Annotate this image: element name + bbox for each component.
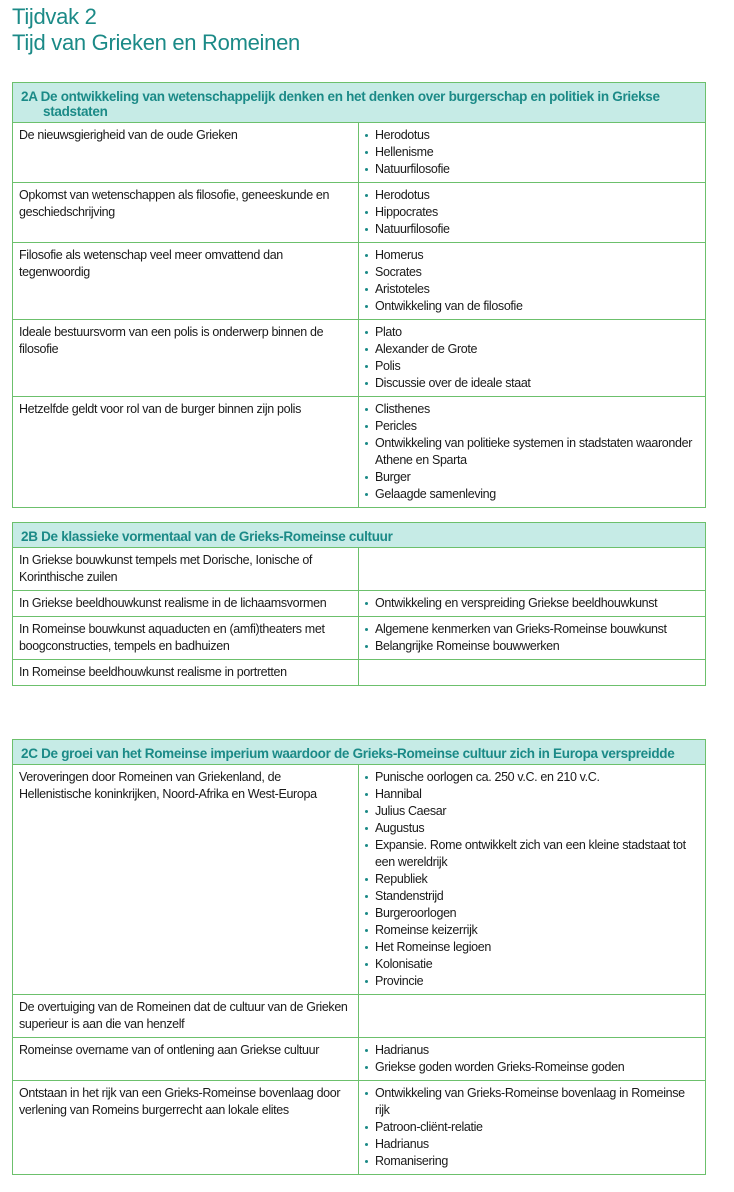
list-item-text: Ontwikkeling en verspreiding Griekse beeldhouwkunst [375, 596, 658, 610]
table-row [13, 765, 705, 994]
table-row [13, 616, 705, 659]
list-item-text: Hadrianus [375, 1043, 429, 1057]
table-row [13, 242, 705, 319]
list-item [365, 905, 699, 922]
concepts-cell [359, 548, 705, 590]
aspect-cell: In Griekse bouwkunst tempels met Dorische, Ionische of Korinthische zuilen [13, 548, 359, 590]
concepts-cell [359, 320, 705, 396]
list-item-text: Kolonisatie [375, 957, 433, 971]
list-item-text: Patroon-cliënt-relatie [375, 1120, 483, 1134]
list-item [365, 264, 699, 281]
bullet-icon [365, 151, 368, 154]
list-item-text: Hippocrates [375, 205, 438, 219]
bullet-icon [365, 946, 368, 949]
aspect-cell: Ideale bestuursvorm van een polis is onderwerp binnen de filosofie [13, 320, 359, 396]
concept-list [365, 769, 699, 990]
list-item-text: Belangrijke Romeinse bouwwerken [375, 639, 560, 653]
list-item-text: Natuurfilosofie [375, 222, 450, 236]
bullet-icon [365, 793, 368, 796]
list-item-text: Augustus [375, 821, 425, 835]
list-item [365, 922, 699, 939]
concept-list [365, 187, 699, 238]
bullet-icon [365, 348, 368, 351]
list-item [365, 621, 699, 638]
section-heading-text: 2B De klassieke vormentaal van de Grieks-Romeinse cultuur [21, 529, 393, 544]
aspect-cell: Hetzelfde geldt voor rol van de burger binnen zijn polis [13, 397, 359, 507]
bullet-icon [365, 827, 368, 830]
list-item-text: Republiek [375, 872, 428, 886]
section-2a [12, 82, 706, 508]
concept-list [365, 401, 699, 503]
aspect-cell: Opkomst van wetenschappen als filosofie, geneeskunde en geschiedschrijving [13, 183, 359, 242]
concepts-cell [359, 1038, 705, 1080]
table-row [13, 1037, 705, 1080]
list-item [365, 221, 699, 238]
list-item [365, 871, 699, 888]
concepts-cell [359, 1081, 705, 1174]
table-row [13, 396, 705, 507]
section-2b [12, 522, 706, 686]
list-item-text: Ontwikkeling van Grieks-Romeinse bovenlaag in Romeinse rijk [375, 1086, 685, 1117]
bullet-icon [365, 602, 368, 605]
concept-list [365, 595, 699, 612]
list-item-text: Polis [375, 359, 401, 373]
list-item-text: Ontwikkeling van politieke systemen in stadstaten waaronder Athene en Sparta [375, 436, 693, 467]
table-row [13, 182, 705, 242]
bullet-icon [365, 1092, 368, 1095]
list-item-text: Het Romeinse legioen [375, 940, 491, 954]
bullet-icon [365, 408, 368, 411]
concepts-cell [359, 995, 705, 1037]
bullet-icon [365, 365, 368, 368]
concepts-cell [359, 123, 705, 182]
list-item [365, 375, 699, 392]
list-item [365, 486, 699, 503]
list-item-text: Aristoteles [375, 282, 430, 296]
list-item-text: Provincie [375, 974, 424, 988]
list-item-text: Romeinse keizerrijk [375, 923, 478, 937]
list-item [365, 341, 699, 358]
list-item [365, 1153, 699, 1170]
list-item [365, 638, 699, 655]
list-item [365, 358, 699, 375]
list-item-text: Plato [375, 325, 402, 339]
concept-list [365, 247, 699, 315]
aspect-cell: In Romeinse bouwkunst aquaducten en (amfi)theaters met boogconstructies, tempels en badhuizen [13, 617, 359, 659]
list-item-text: Herodotus [375, 128, 430, 142]
concept-list [365, 621, 699, 655]
list-item-text: Burger [375, 470, 411, 484]
bullet-icon [365, 271, 368, 274]
bullet-icon [365, 134, 368, 137]
bullet-icon [365, 963, 368, 966]
table-row [13, 548, 705, 590]
list-item [365, 769, 699, 786]
aspect-cell: In Griekse beeldhouwkunst realisme in de lichaamsvormen [13, 591, 359, 616]
list-item [365, 469, 699, 486]
bullet-icon [365, 493, 368, 496]
section-heading-text: 2C De groei van het Romeinse imperium waardoor de Grieks-Romeinse cultuur zich in Europa verspreidde [21, 746, 675, 761]
bullet-icon [365, 442, 368, 445]
list-item [365, 973, 699, 990]
list-item-text: Griekse goden worden Grieks-Romeinse goden [375, 1060, 625, 1074]
list-item-text: Hellenisme [375, 145, 434, 159]
list-item-text: Homerus [375, 248, 424, 262]
bullet-icon [365, 476, 368, 479]
list-item-text: Julius Caesar [375, 804, 447, 818]
list-item-text: Algemene kenmerken van Grieks-Romeinse bouwkunst [375, 622, 667, 636]
aspect-cell: De overtuiging van de Romeinen dat de cultuur van de Grieken superieur is aan die van henzelf [13, 995, 359, 1037]
list-item [365, 1042, 699, 1059]
section-heading-text: 2A De ontwikkeling van wetenschappelijk denken en het denken over burgerschap en politiek in Griekse stadstaten [21, 89, 660, 119]
section-heading [13, 83, 705, 123]
list-item [365, 1119, 699, 1136]
table-row [13, 319, 705, 396]
bullet-icon [365, 810, 368, 813]
list-item [365, 144, 699, 161]
aspect-cell: Ontstaan in het rijk van een Grieks-Romeinse bovenlaag door verlening van Romeins burgerrecht aan lokale elites [13, 1081, 359, 1174]
bullet-icon [365, 331, 368, 334]
concepts-cell [359, 397, 705, 507]
list-item [365, 401, 699, 418]
section-2c [12, 739, 706, 1175]
aspect-cell: De nieuwsgierigheid van de oude Grieken [13, 123, 359, 182]
concepts-cell [359, 591, 705, 616]
bullet-icon [365, 878, 368, 881]
aspect-cell: Filosofie als wetenschap veel meer omvattend dan tegenwoordig [13, 243, 359, 319]
list-item [365, 1136, 699, 1153]
list-item-text: Ontwikkeling van de filosofie [375, 299, 523, 313]
bullet-icon [365, 254, 368, 257]
list-item [365, 418, 699, 435]
list-item-text: Hannibal [375, 787, 422, 801]
list-item [365, 820, 699, 837]
concepts-cell [359, 660, 705, 685]
concepts-cell [359, 765, 705, 994]
bullet-icon [365, 382, 368, 385]
list-item [365, 837, 699, 871]
bullet-icon [365, 228, 368, 231]
bullet-icon [365, 288, 368, 291]
list-item [365, 595, 699, 612]
page-title [12, 4, 300, 56]
concept-list [365, 127, 699, 178]
bullet-icon [365, 194, 368, 197]
bullet-icon [365, 1143, 368, 1146]
bullet-icon [365, 645, 368, 648]
list-item-text: Discussie over de ideale staat [375, 376, 531, 390]
list-item [365, 435, 699, 469]
title-line-2: Tijd van Grieken en Romeinen [12, 30, 300, 55]
bullet-icon [365, 895, 368, 898]
table-row [13, 659, 705, 685]
bullet-icon [365, 211, 368, 214]
list-item-text: Pericles [375, 419, 417, 433]
list-item [365, 888, 699, 905]
list-item-text: Alexander de Grote [375, 342, 478, 356]
list-item [365, 204, 699, 221]
list-item [365, 786, 699, 803]
section-heading [13, 523, 705, 548]
aspect-cell: Veroveringen door Romeinen van Griekenland, de Hellenistische koninkrijken, Noord-Afrika en West-Europa [13, 765, 359, 994]
list-item-text: Gelaagde samenleving [375, 487, 496, 501]
list-item-text: Clisthenes [375, 402, 430, 416]
bullet-icon [365, 1160, 368, 1163]
bullet-icon [365, 168, 368, 171]
concepts-cell [359, 617, 705, 659]
bullet-icon [365, 844, 368, 847]
list-item-text: Standenstrijd [375, 889, 444, 903]
bullet-icon [365, 425, 368, 428]
concept-list [365, 1085, 699, 1170]
concepts-cell [359, 183, 705, 242]
concept-list [365, 324, 699, 392]
bullet-icon [365, 1126, 368, 1129]
concepts-cell [359, 243, 705, 319]
list-item-text: Punische oorlogen ca. 250 v.C. en 210 v.C. [375, 770, 600, 784]
list-item-text: Expansie. Rome ontwikkelt zich van een kleine stadstaat tot een wereldrijk [375, 838, 686, 869]
list-item [365, 1059, 699, 1076]
list-item-text: Herodotus [375, 188, 430, 202]
bullet-icon [365, 628, 368, 631]
list-item-text: Hadrianus [375, 1137, 429, 1151]
title-line-1: Tijdvak 2 [12, 4, 97, 29]
list-item [365, 956, 699, 973]
bullet-icon [365, 1049, 368, 1052]
list-item [365, 939, 699, 956]
table-row [13, 1080, 705, 1174]
aspect-cell: In Romeinse beeldhouwkunst realisme in portretten [13, 660, 359, 685]
list-item [365, 127, 699, 144]
list-item [365, 247, 699, 264]
list-item-text: Burgeroorlogen [375, 906, 457, 920]
list-item [365, 298, 699, 315]
bullet-icon [365, 305, 368, 308]
bullet-icon [365, 929, 368, 932]
list-item [365, 281, 699, 298]
table-row [13, 123, 705, 182]
list-item-text: Socrates [375, 265, 422, 279]
list-item [365, 187, 699, 204]
table-row [13, 994, 705, 1037]
bullet-icon [365, 912, 368, 915]
bullet-icon [365, 980, 368, 983]
list-item [365, 803, 699, 820]
list-item [365, 161, 699, 178]
bullet-icon [365, 1066, 368, 1069]
section-heading [13, 740, 705, 765]
list-item-text: Romanisering [375, 1154, 448, 1168]
bullet-icon [365, 776, 368, 779]
list-item [365, 324, 699, 341]
table-row [13, 590, 705, 616]
concept-list [365, 1042, 699, 1076]
list-item-text: Natuurfilosofie [375, 162, 450, 176]
list-item [365, 1085, 699, 1119]
aspect-cell: Romeinse overname van of ontlening aan Griekse cultuur [13, 1038, 359, 1080]
